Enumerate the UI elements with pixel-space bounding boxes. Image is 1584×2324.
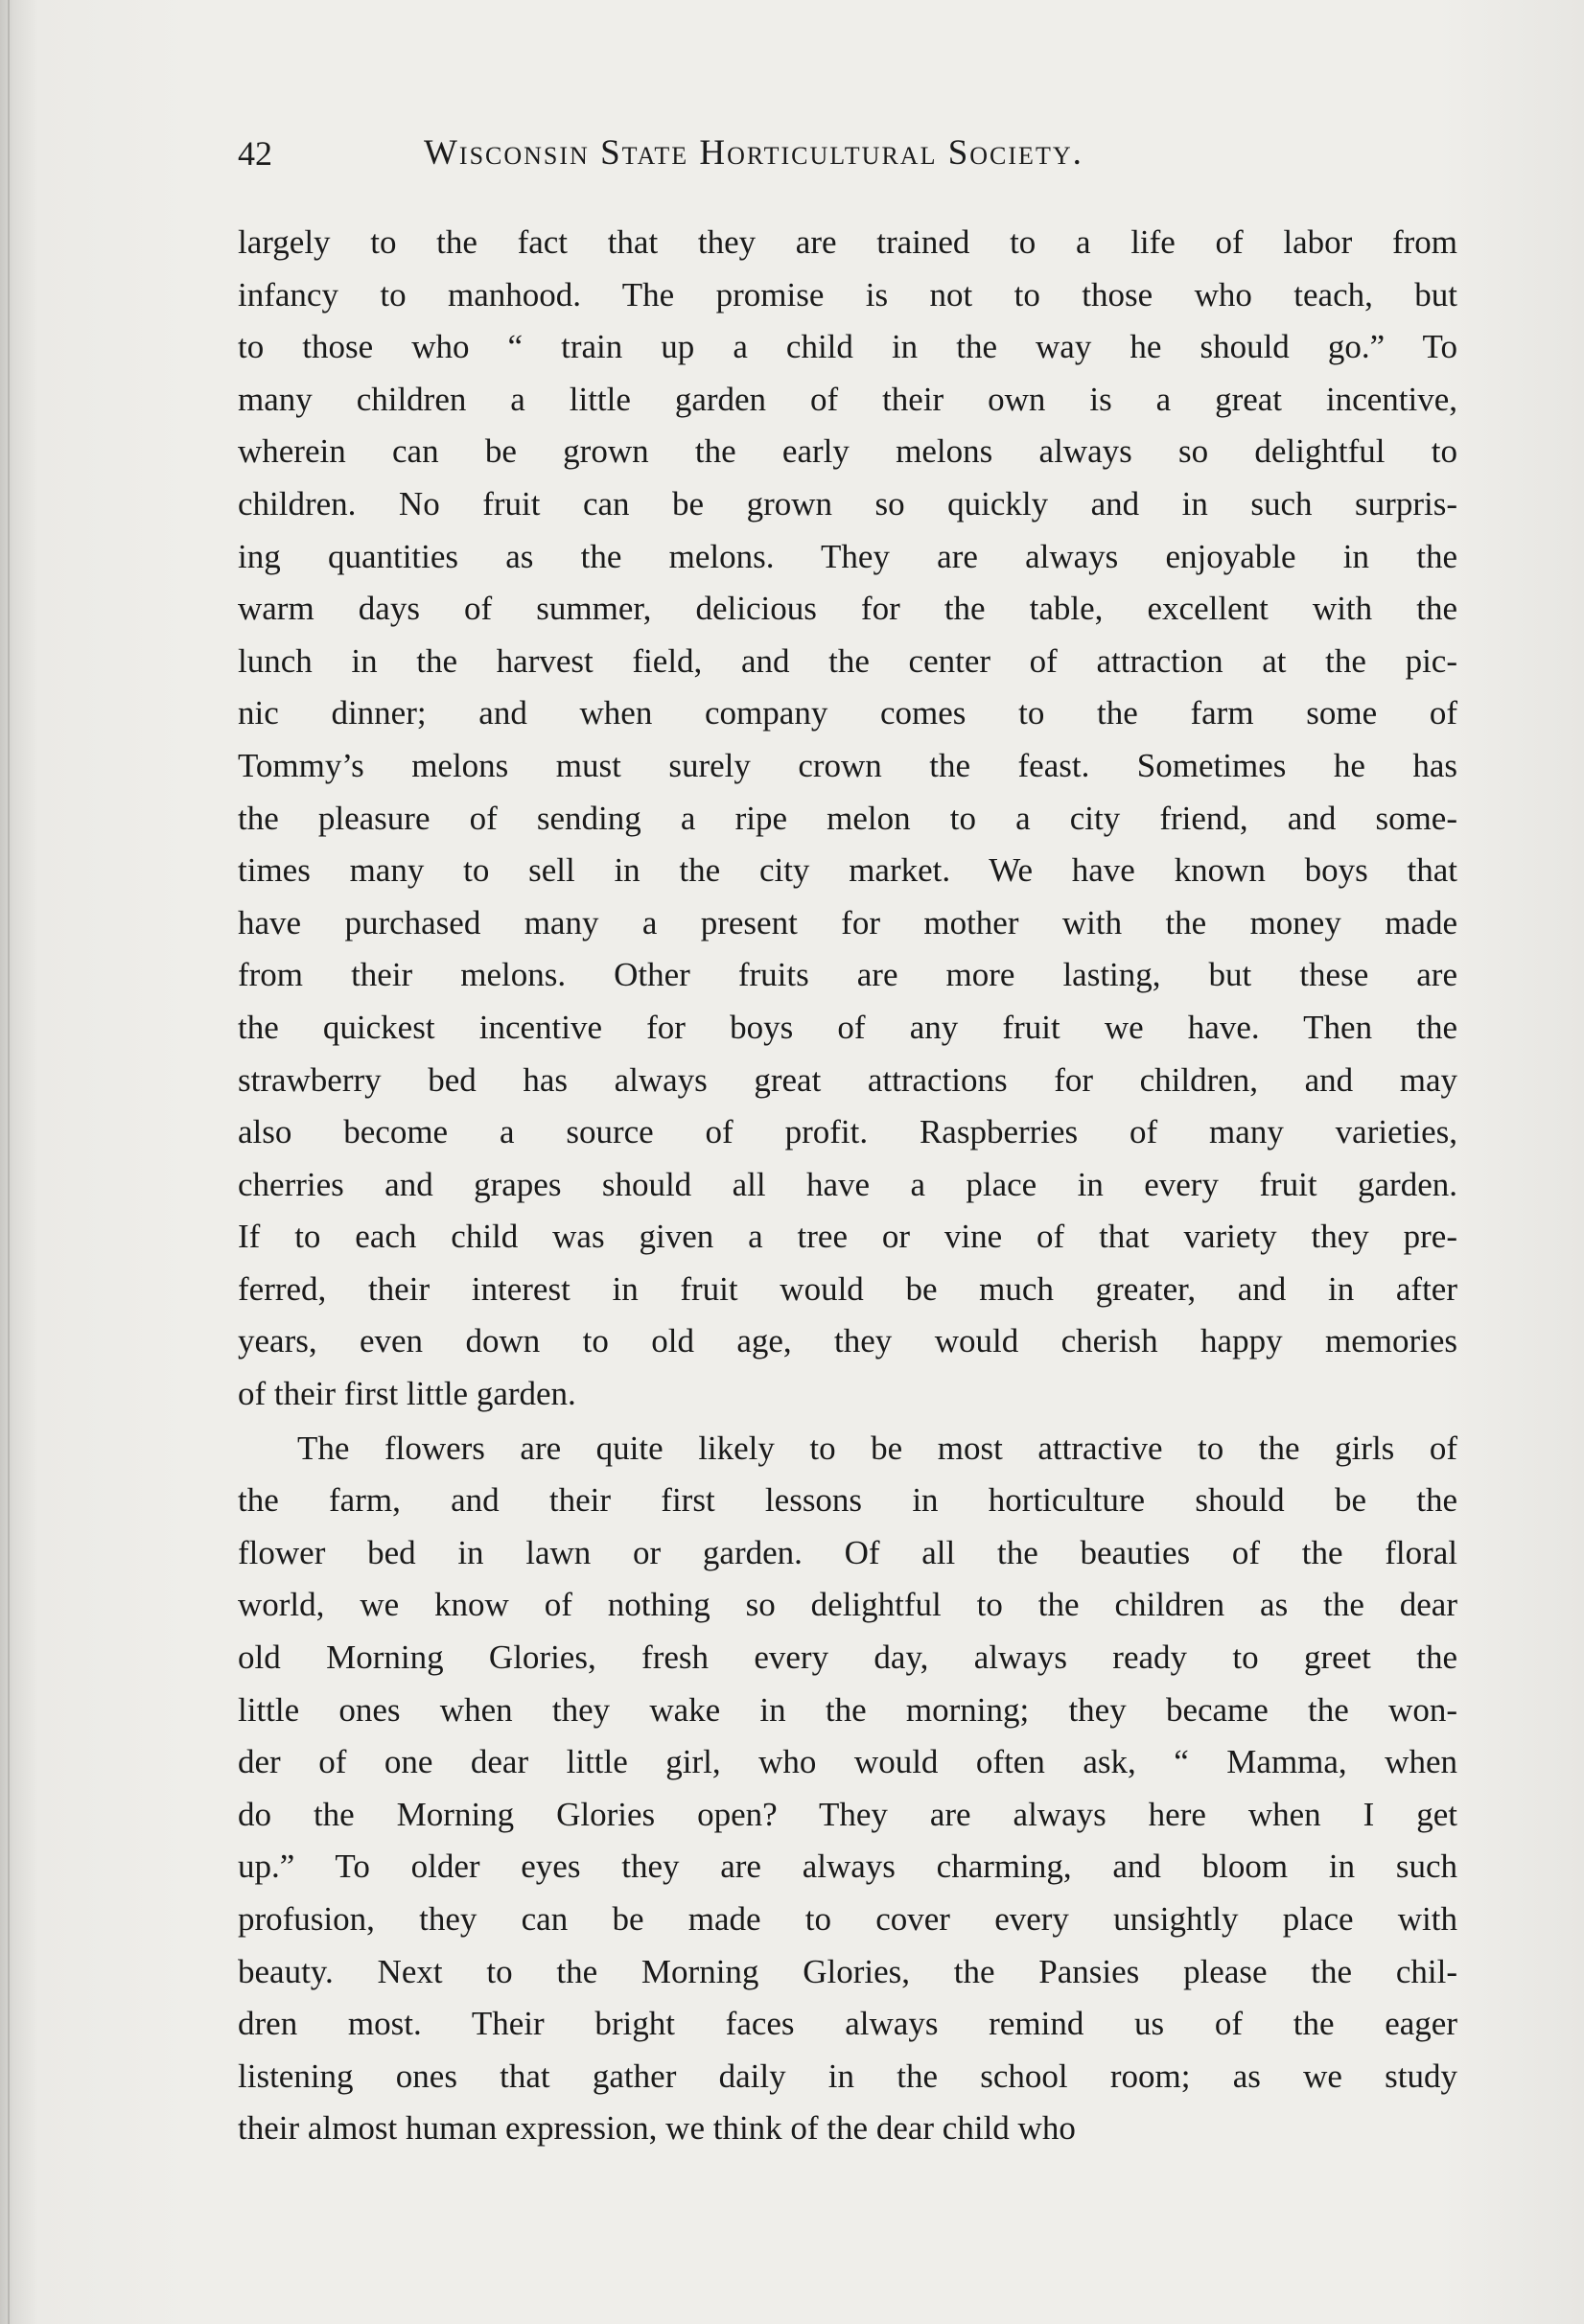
text-line: to those who “ train up a child in the way he should go.” To — [238, 328, 1457, 366]
text-line: listening ones that gather daily in the school room; as we study — [238, 2057, 1457, 2095]
text-line: old Morning Glories, fresh every day, always ready to greet the — [238, 1638, 1457, 1677]
text-line: dren most. Their bright faces always remind us of the eager — [238, 2005, 1457, 2043]
text-line: The flowers are quite likely to be most attractive to the girls of — [297, 1429, 1457, 1467]
running-head: Wisconsin State Horticultural Society. — [424, 133, 1083, 173]
text-line: der of one dear little girl, who would often ask, “ Mamma, when — [238, 1743, 1457, 1781]
text-line: ferred, their interest in fruit would be much greater, and in after — [238, 1269, 1457, 1308]
text-line: also become a source of profit. Raspberries of many varieties, — [238, 1113, 1457, 1151]
text-line: nic dinner; and when company comes to the farm some of — [238, 694, 1457, 732]
text-line: do the Morning Glories open? They are always here when I get — [238, 1795, 1457, 1833]
paragraph — [238, 1423, 1457, 2155]
text-line: world, we know of nothing so delightful to the children as the dear — [238, 1586, 1457, 1624]
page-header — [238, 134, 1273, 192]
text-line: the farm, and their first lessons in horticulture should be the — [238, 1481, 1457, 1520]
text-line: have purchased many a present for mother with the money made — [238, 903, 1457, 941]
text-line: wherein can be grown the early melons always so delightful to — [238, 432, 1457, 471]
text-line: up.” To older eyes they are always charming, and bloom in such — [238, 1848, 1457, 1886]
text-line: Tommy’s melons must surely crown the feast. Sometimes he has — [238, 746, 1457, 784]
text-line: from their melons. Other fruits are more lasting, but these are — [238, 956, 1457, 994]
body-text — [238, 217, 1457, 2155]
text-line: profusion, they can be made to cover every unsightly place with — [238, 1900, 1457, 1938]
page-edge — [8, 0, 10, 2324]
text-line: children. No fruit can be grown so quickly and in such surpris- — [238, 484, 1457, 523]
text-line: the quickest incentive for boys of any fruit we have. Then the — [238, 1008, 1457, 1046]
text-line: times many to sell in the city market. We have known boys that — [238, 851, 1457, 890]
text-line: years, even down to old age, they would cherish happy memories — [238, 1322, 1457, 1360]
text-line: many children a little garden of their own is a great incentive, — [238, 380, 1457, 418]
text-line: strawberry bed has always great attractions for children, and may — [238, 1060, 1457, 1099]
text-line: flower bed in lawn or garden. Of all the beauties of the floral — [238, 1533, 1457, 1571]
page-number: 42 — [238, 134, 272, 173]
text-line: largely to the fact that they are trained to a life of labor from — [238, 223, 1457, 261]
text-line: infancy to manhood. The promise is not to those who teach, but — [238, 275, 1457, 314]
text-line: beauty. Next to the Morning Glories, the Pansies please the chil- — [238, 1952, 1457, 1990]
text-line: cherries and grapes should all have a place in every fruit garden. — [238, 1165, 1457, 1203]
text-line: ing quantities as the melons. They are always enjoyable in the — [238, 537, 1457, 575]
paragraph — [238, 217, 1457, 1421]
text-line: warm days of summer, delicious for the table, excellent with the — [238, 590, 1457, 628]
text-line: If to each child was given a tree or vine of that variety they pre- — [238, 1218, 1457, 1256]
text-line: lunch in the harvest field, and the center of attraction at the pic- — [238, 641, 1457, 680]
text-line: the pleasure of sending a ripe melon to a city friend, and some- — [238, 799, 1457, 837]
text-line: little ones when they wake in the morning; they became the won- — [238, 1690, 1457, 1729]
text-line: their almost human expression, we think of the dear child who — [238, 2109, 1076, 2148]
text-line: of their first little garden. — [238, 1375, 576, 1413]
